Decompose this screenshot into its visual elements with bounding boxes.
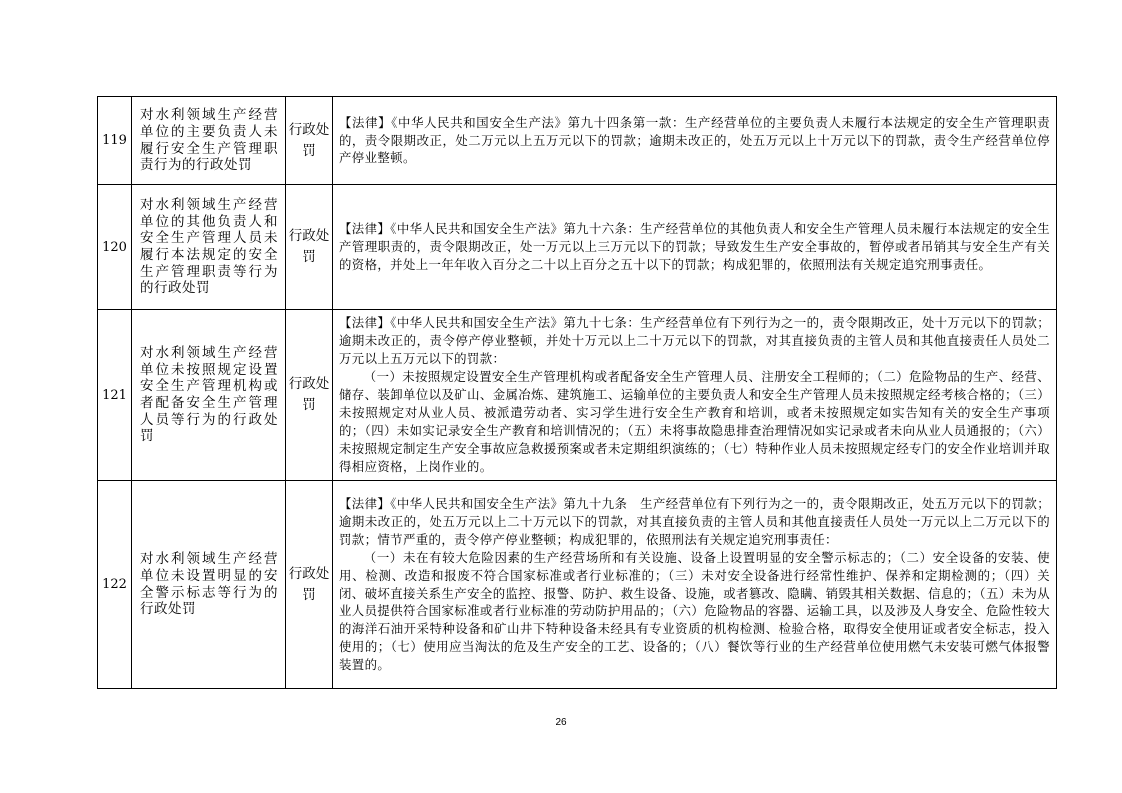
basis-paragraph: 【法律】《中华人民共和国安全生产法》第九十四条第一款：生产经营单位的主要负责人未履行本法规定的安全生产管理职责的，责令限期改正，处二万元以上五万元以下的罚款；逾期未改正的，处五万元以上十万元以下的罚款，责令生产经营单位停产停业整顿。 [339,114,1050,166]
legal-basis [333,114,1056,168]
item-name: 对水利领域生产经营单位未按照规定设置安全生产管理机构或者配备安全生产管理人员等行为的行政处罚 [140,345,278,445]
penalty-type: 行政处罚 [288,565,330,603]
row-number: 121 [98,310,132,481]
row-number: 120 [98,185,132,310]
row-number: 122 [98,481,132,689]
penalty-type: 行政处罚 [288,228,330,265]
item-name: 对水利领域生产经营单位未设置明显的安全警示标志等行为的行政处罚 [140,551,278,618]
penalty-type: 行政处罚 [288,376,330,413]
row-number: 119 [98,97,132,185]
basis-paragraph: （一）未在有较大危险因素的生产经营场所和有关设施、设备上设置明显的安全警示标志的；（二）安全设备的安装、使用、检测、改造和报废不符合国家标准或者行业标准的；（三）未对安全设备进行经常性维护、保养和定期检测的；（四）关闭、破坏直接关系生产安全的监控、报警、防护、救生设备、设施，或者篡改、隐瞒、销毁其相关数据、信息的；（五）未为从业人员提供符合国家标准或者行业标准的劳动防护用品的；（六）危险物品的容器、运输工具，以及涉及人身安全、危险性较大的海洋石油开采特种设备和矿山井下特种设备未经具有专业资质的机构检测、检验合格，取得安全使用证或者安全标志，投入使用的；（七）使用应当淘汰的危及生产安全的工艺、设备的；（八）餐饮等行业的生产经营单位使用燃气未安装可燃气体报警装置的。 [339,549,1050,673]
legal-basis [333,220,1056,274]
penalty-table [97,96,1057,689]
basis-paragraph: 【法律】《中华人民共和国安全生产法》第九十六条：生产经营单位的其他负责人和安全生产管理人员未履行本法规定的安全生产管理职责的，责令限期改正，处一万元以上三万元以下的罚款；导致发生生产安全事故的，暂停或者吊销其与安全生产有关的资格，并处上一年年收入百分之二十以上百分之五十以下的罚款；构成犯罪的，依照刑法有关规定追究刑事责任。 [339,221,1050,272]
table-row [98,185,1057,310]
table-row [98,310,1057,481]
penalty-type: 行政处罚 [288,121,330,159]
basis-paragraph: 【法律】《中华人民共和国安全生产法》第九十九条 生产经营单位有下列行为之一的，责令限期改正，处五万元以下的罚款；逾期未改正的，处五万元以上二十万元以下的罚款，对其直接负责的主管人员和其他直接责任人员处一万元以上二万元以下的罚款；情节严重的，责令停产停业整顿；构成犯罪的，依照刑法有关规定追究刑事责任： [339,495,1050,547]
legal-basis [333,314,1056,475]
basis-paragraph: （一）未按照规定设置安全生产管理机构或者配备安全生产管理人员、注册安全工程师的；（二）危险物品的生产、经营、储存、装卸单位以及矿山、金属冶炼、建筑施工、运输单位的主要负责人和安全生产管理人员未按照规定经考核合格的；（三）未按照规定对从业人员、被派遣劳动者、实习学生进行安全生产教育和培训，或者未按照规定如实告知有关的安全生产事项的；（四）未如实记录安全生产教育和培训情况的；（五）未将事故隐患排查治理情况如实记录或者未向从业人员通报的；（六）未按照规定制定生产安全事故应急救援预案或者未定期组织演练的；（七）特种作业人员未按照规定经专门的安全作业培训并取得相应资格，上岗作业的。 [339,369,1050,474]
legal-basis [333,495,1056,674]
item-name: 对水利领域生产经营单位的其他负责人和安全生产管理人员未履行本法规定的安全生产管理职责等行为的行政处罚 [140,197,278,297]
item-name: 对水利领域生产经营单位的主要负责人未履行安全生产管理职责行为的行政处罚 [140,107,278,174]
page-number: 26 [555,717,567,728]
table-row [98,97,1057,185]
table-row [98,481,1057,689]
basis-paragraph: 【法律】《中华人民共和国安全生产法》第九十七条：生产经营单位有下列行为之一的，责令限期改正，处十万元以下的罚款；逾期未改正的，责令停产停业整顿，并处十万元以上二十万元以下的罚款，对其直接负责的主管人员和其他直接责任人员处二万元以上五万元以下的罚款： [339,315,1050,367]
